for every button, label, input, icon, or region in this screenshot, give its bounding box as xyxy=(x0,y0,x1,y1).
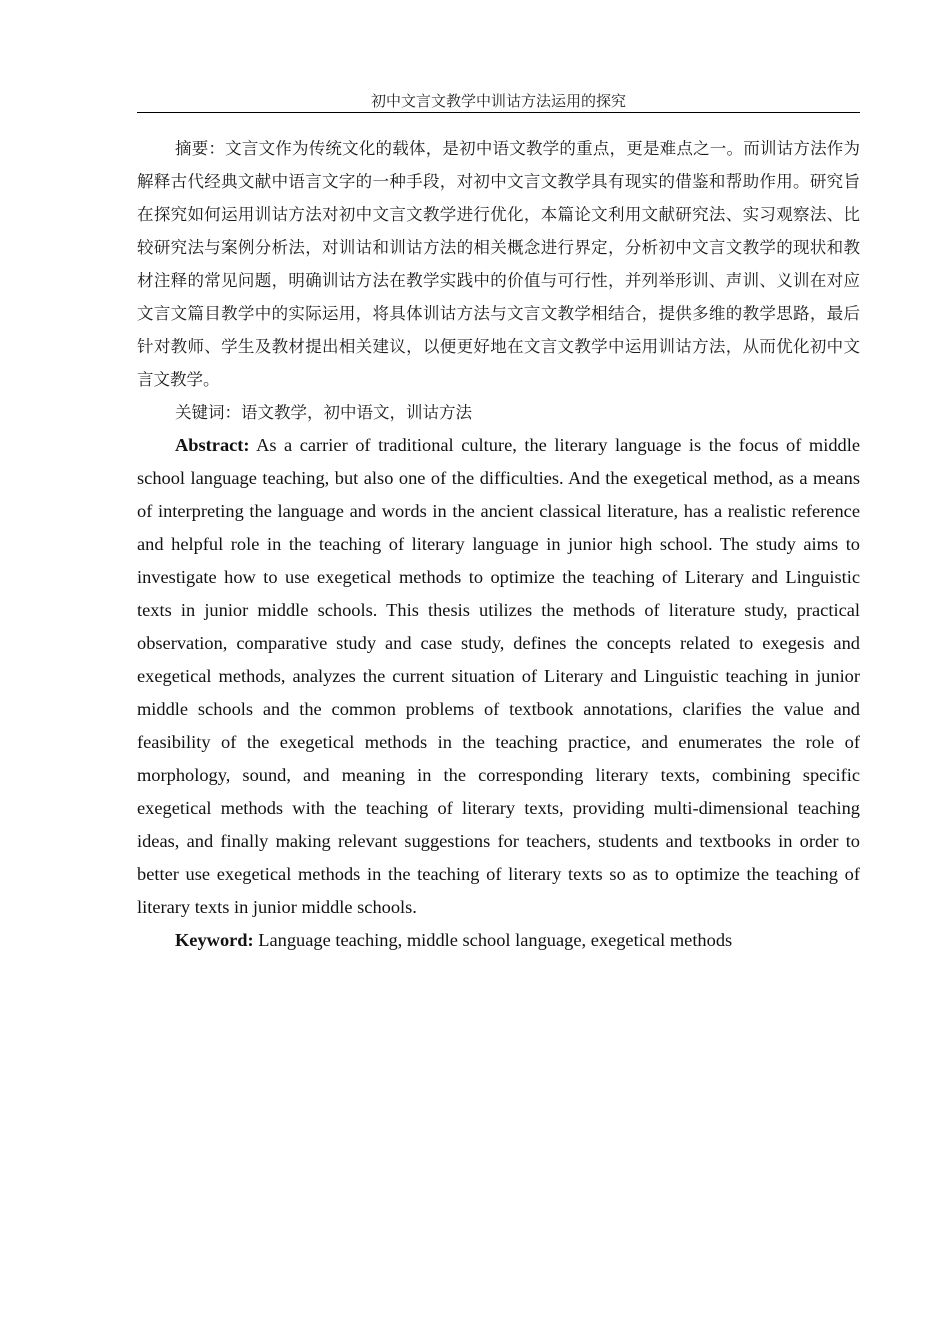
chinese-abstract-label: 摘要： xyxy=(175,139,226,158)
chinese-keywords-label: 关键词： xyxy=(175,403,241,422)
chinese-keywords-line xyxy=(137,396,860,429)
running-header xyxy=(137,91,860,113)
english-abstract-label: Abstract: xyxy=(175,435,250,455)
english-abstract-text: As a carrier of traditional culture, the literary language is the focus of middle school language teaching, but also one of the difficulties. And the exegetical method, as a means of interpreting the language and words in the ancient classical literature, has a realistic reference and helpful role in the teaching of literary language in junior high school. The study aims to investigate how to use exegetical methods to optimize the teaching of Literary and Linguistic texts in junior middle schools. This thesis utilizes the methods of literature study, practical observation, comparative study and case study, defines the concepts related to exegesis and exegetical methods, analyzes the current situation of Literary and Linguistic teaching in junior middle schools and the common problems of textbook annotations, clarifies the value and feasibility of the exegetical methods in the teaching practice, and enumerates the role of morphology, sound, and meaning in the corresponding literary texts, combining specific exegetical methods with the teaching of literary texts, providing multi-dimensional teaching ideas, and finally making relevant suggestions for teachers, students and textbooks in order to better use exegetical methods in the teaching of literary texts so as to optimize the teaching of literary texts in junior middle schools. xyxy=(137,435,860,917)
english-keywords-line xyxy=(137,924,860,957)
header-title: 初中文言文教学中训诂方法运用的探究 xyxy=(370,92,626,110)
chinese-abstract-paragraph xyxy=(137,132,860,396)
english-keywords-text: Language teaching, middle school language, exegetical methods xyxy=(258,930,733,950)
english-keywords-label: Keyword: xyxy=(175,930,254,950)
chinese-abstract-text: 文言文作为传统文化的载体，是初中语文教学的重点，更是难点之一。而训诂方法作为解释古代经典文献中语言文字的一种手段，对初中文言文教学具有现实的借鉴和帮助作用。研究旨在探究如何运用训诂方法对初中文言文教学进行优化，本篇论文利用文献研究法、实习观察法、比较研究法与案例分析法，对训诂和训诂方法的相关概念进行界定，分析初中文言文教学的现状和教材注释的常见问题，明确训诂方法在教学实践中的价值与可行性，并列举形训、声训、义训在对应文言文篇目教学中的实际运用，将具体训诂方法与文言文教学相结合，提供多维的教学思路，最后针对教师、学生及教材提出相关建议，以便更好地在文言文教学中运用训诂方法，从而优化初中文言文教学。 xyxy=(137,139,861,389)
chinese-keywords-text: 语文教学，初中语文，训诂方法 xyxy=(241,403,472,422)
abstract-section xyxy=(137,132,860,957)
english-abstract-paragraph xyxy=(137,429,860,924)
